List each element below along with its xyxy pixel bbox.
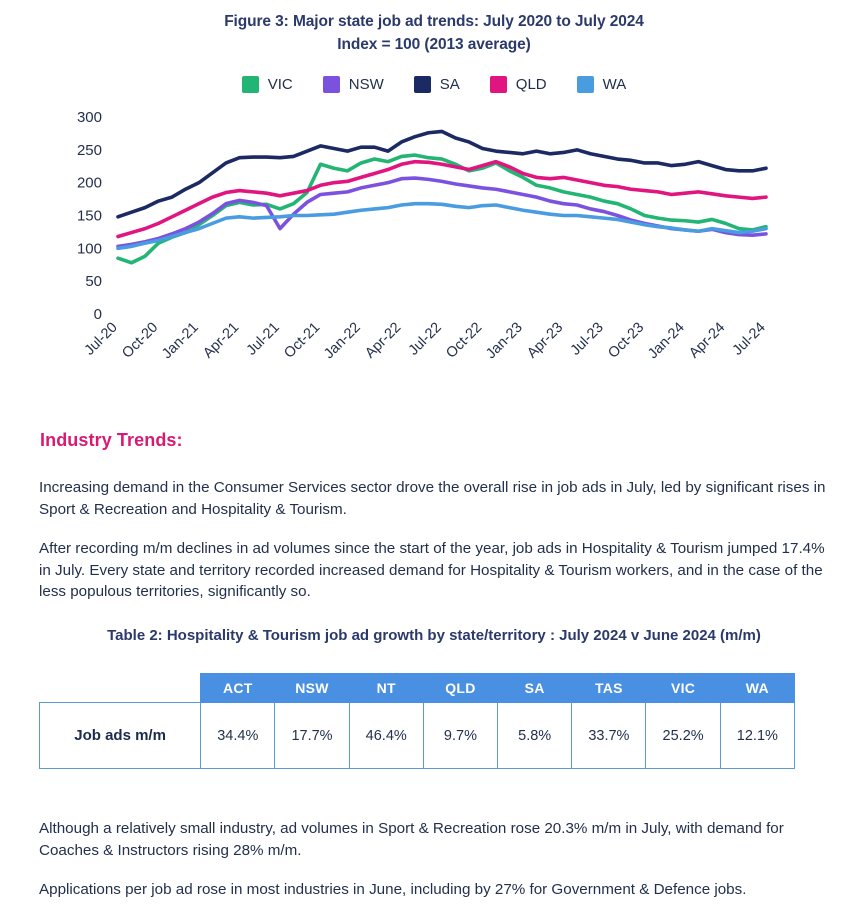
x-axis-tick-label: Apr-23	[524, 319, 567, 362]
x-axis-tick-label: Oct-22	[443, 319, 486, 362]
table-header-row	[40, 674, 795, 703]
legend-item-wa	[577, 76, 627, 93]
table-title: Table 2: Hospitality & Tourism job ad growth by state/territory : July 2024 v June 2024 (m/m)	[107, 627, 761, 644]
legend-swatch-icon	[323, 76, 340, 93]
paragraph-3: Although a relatively small industry, ad volumes in Sport & Recreation rose 20.3% m/m in July, with demand for Coaches & Instructors rising 28% m/m.	[39, 820, 784, 859]
table-header	[40, 674, 795, 703]
x-axis-tick-label: Jan-21	[159, 319, 202, 363]
table-column-header: VIC	[646, 674, 720, 703]
figure-title	[0, 0, 868, 56]
closing-paragraphs	[39, 818, 829, 919]
x-axis-tick-label: Jan-24	[645, 319, 688, 363]
legend-swatch-icon	[414, 76, 431, 93]
y-axis-tick-label: 50	[85, 273, 102, 291]
table-row-header: Job ads m/m	[40, 703, 201, 769]
table-cell: 25.2%	[646, 703, 720, 769]
y-axis-tick-label: 150	[76, 207, 102, 225]
table-cell: 33.7%	[572, 703, 646, 769]
table-cell: 5.8%	[498, 703, 572, 769]
x-axis-tick-label: Apr-21	[200, 319, 243, 362]
table-body	[40, 703, 795, 769]
x-axis-tick-label: Oct-21	[281, 319, 324, 362]
table-cell: 34.4%	[201, 703, 275, 769]
industry-trends-heading: Industry Trends:	[40, 430, 183, 450]
table-corner-cell	[40, 674, 201, 703]
hospitality-tourism-table	[39, 673, 795, 769]
figure-title-line-2: Index = 100 (2013 average)	[337, 36, 531, 53]
line-chart	[0, 99, 868, 394]
chart-legend	[0, 76, 868, 93]
hospitality-tourism-table-wrapper	[39, 673, 795, 769]
y-axis-tick-label: 300	[76, 109, 102, 126]
table-cell: 9.7%	[423, 703, 497, 769]
table-row	[40, 703, 795, 769]
paragraph-1: Increasing demand in the Consumer Services sector drove the overall rise in job ads in July, led by significant rises in Sport & Recreation and Hospitality & Tourism.	[39, 479, 826, 518]
table-cell: 46.4%	[349, 703, 423, 769]
table-column-header: ACT	[201, 674, 275, 703]
x-axis-tick-label: Jul-22	[405, 319, 445, 359]
table-column-header: NT	[349, 674, 423, 703]
legend-label: VIC	[267, 76, 293, 93]
x-axis-tick-label: Jul-20	[81, 319, 121, 359]
figure-title-line-1: Figure 3: Major state job ad trends: July 2020 to July 2024	[224, 13, 644, 30]
x-axis-tick-label: Oct-23	[605, 319, 648, 362]
legend-item-qld	[490, 76, 547, 93]
intro-paragraphs	[39, 477, 829, 621]
y-axis-tick-label: 200	[76, 174, 102, 192]
table-column-header: QLD	[423, 674, 497, 703]
legend-label: SA	[439, 76, 460, 93]
y-axis-tick-label: 0	[93, 306, 102, 323]
legend-label: NSW	[348, 76, 384, 93]
table-column-header: NSW	[275, 674, 349, 703]
x-axis-tick-label: Jan-23	[483, 319, 526, 363]
legend-label: QLD	[515, 76, 547, 93]
table-column-header: SA	[498, 674, 572, 703]
legend-swatch-icon	[490, 76, 507, 93]
x-axis-tick-label: Jan-22	[321, 319, 364, 363]
paragraph-4: Applications per job ad rose in most industries in June, including by 27% for Government & Defence jobs.	[39, 881, 747, 898]
x-axis-tick-label: Jul-23	[567, 319, 607, 359]
legend-item-vic	[242, 76, 293, 93]
table-cell: 17.7%	[275, 703, 349, 769]
legend-swatch-icon	[577, 76, 594, 93]
table-column-header: WA	[720, 674, 794, 703]
chart-svg	[0, 99, 868, 394]
legend-swatch-icon	[242, 76, 259, 93]
legend-item-sa	[414, 76, 460, 93]
legend-item-nsw	[323, 76, 384, 93]
y-axis-tick-label: 250	[76, 141, 102, 159]
x-axis-tick-label: Jul-24	[729, 319, 769, 359]
y-axis-tick-label: 100	[76, 240, 102, 258]
x-axis-tick-label: Apr-24	[686, 319, 729, 362]
paragraph-2: After recording m/m declines in ad volumes since the start of the year, job ads in Hospitality & Tourism jumped 17.4% in July. Every state and territory recorded increased demand for Hospitality & Tourism workers, and in the case of the less populous territories, significantly so.	[39, 540, 825, 600]
x-axis-tick-label: Jul-21	[243, 319, 283, 359]
chart-line-nsw	[118, 178, 766, 246]
x-axis-tick-label: Apr-22	[362, 319, 405, 362]
table-column-header: TAS	[572, 674, 646, 703]
table-cell: 12.1%	[720, 703, 794, 769]
legend-label: WA	[602, 76, 627, 93]
x-axis-tick-label: Oct-20	[119, 319, 162, 362]
